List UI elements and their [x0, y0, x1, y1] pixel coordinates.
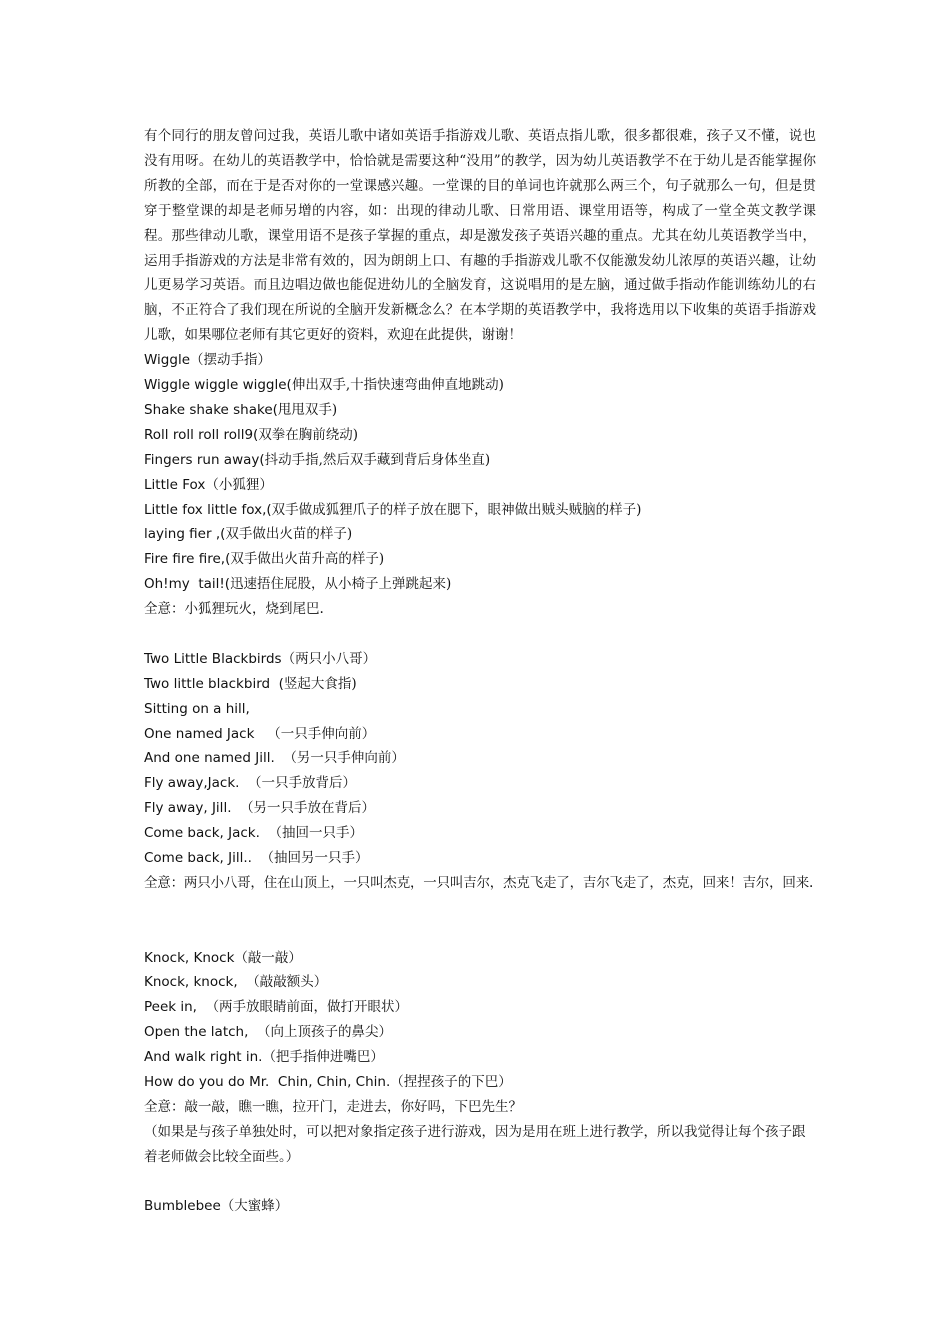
song-line: [144, 498, 816, 523]
lyric-en: And walk right in.: [144, 1049, 263, 1066]
spacer: [144, 622, 816, 647]
lyric-action: （一只手伸向前）: [267, 725, 376, 742]
lyric-action: 双手做出火苗的样子): [225, 526, 353, 543]
song-line: [144, 448, 816, 473]
lyric-en: Knock, knock,: [144, 974, 247, 991]
song-line: [144, 796, 816, 821]
lyric-action: 竖起大食指): [283, 675, 357, 692]
song-line: [144, 995, 816, 1020]
lyric-action: （捏捏孩子的下巴）: [390, 1073, 512, 1090]
lyric-en: Little fox little fox,(: [144, 501, 272, 518]
lyric-en: Fly away,Jack.: [144, 775, 249, 792]
lyric-en: Sitting on a hill,: [144, 700, 250, 717]
song-line: [144, 672, 816, 697]
song-title-en: Bumblebee: [144, 1198, 221, 1215]
song-line: [144, 522, 816, 547]
song-title-cn: （小狐狸）: [205, 476, 273, 493]
lyric-en: And one named Jill.: [144, 750, 284, 767]
lyric-action: 双手做成狐狸爪子的样子放在腮下，眼神做出贼头贼脑的样子): [271, 501, 642, 518]
spacer: [144, 896, 816, 921]
lyric-action: 甩甩双手): [277, 401, 338, 418]
song-line: [144, 746, 816, 771]
song-line: [144, 722, 816, 747]
lyric-action: 抖动手指,然后双手藏到背后身体坐直): [264, 451, 491, 468]
lyric-en: Come back, Jill..: [144, 849, 261, 866]
song-line: [144, 547, 816, 572]
lyric-action: （一只手放背后）: [248, 775, 357, 792]
lyric-en: Two little blackbird (: [144, 675, 284, 692]
song-line: [144, 970, 816, 995]
song-title-en: Knock, Knock: [144, 949, 235, 966]
song-line: [144, 1020, 816, 1045]
song-line: [144, 572, 816, 597]
song-title-en: Two Little Blackbirds: [144, 650, 282, 667]
song-title-en: Little Fox: [144, 476, 206, 493]
lyric-action: （抽回另一只手）: [260, 849, 369, 866]
lyric-action: （把手指伸进嘴巴）: [262, 1049, 384, 1066]
lyric-en: Fingers run away(: [144, 451, 265, 468]
song-line: [144, 398, 816, 423]
lyric-en: Open the latch,: [144, 1024, 257, 1041]
lyric-en: Roll roll roll roll9(: [144, 426, 259, 443]
song-meaning: 全意：两只小八哥，住在山顶上，一只叫杰克，一只叫吉尔，杰克飞走了，吉尔飞走了，杰克，回来！吉尔，回来.: [144, 874, 814, 891]
song-line: [144, 373, 816, 398]
lyric-action: 双手做出火苗升高的样子): [230, 551, 385, 568]
spacer: [144, 1170, 816, 1195]
lyric-action: （另一只手伸向前）: [283, 750, 405, 767]
song-title-cn: （摆动手指）: [190, 352, 271, 369]
song-line: [144, 821, 816, 846]
lyric-action: 双拳在胸前绕动): [258, 426, 359, 443]
lyric-action: （抽回一只手）: [268, 825, 363, 842]
lyric-en: Oh!my tail!(: [144, 576, 231, 593]
song-line: [144, 1070, 816, 1095]
song-title-wiggle: [144, 348, 816, 373]
song-note: （如果是与孩子单独处时，可以把对象指定孩子进行游戏，因为是用在班上进行教学，所以我觉得让每个孩子跟着老师做会比较全面些。）: [144, 1123, 806, 1165]
spacer: [144, 921, 816, 946]
lyric-en: Peek in,: [144, 999, 206, 1016]
document-page: [144, 124, 816, 1219]
song-title-cn: （大蜜蜂）: [220, 1198, 289, 1215]
song-line: [144, 771, 816, 796]
song-title-bumblebee: [144, 1194, 816, 1219]
intro-paragraph: 有个同行的朋友曾问过我，英语儿歌中诸如英语手指游戏儿歌、英语点指儿歌，很多都很难，孩子又不懂，说也没有用呀。在幼儿的英语教学中，恰恰就是需要这种“没用”的教学，因为幼儿英语教学不在于幼儿是否能掌握你所教的全部，而在于是否对你的一堂课感兴趣。一堂课的目的单词也许就那么两三个，句子就那么一句，但是贯穿于整堂课的却是老师另增的内容，如：出现的律动儿歌、日常用语、课堂用语等，构成了一堂全英文教学课程。那些律动儿歌，课堂用语不是孩子掌握的重点，却是激发孩子英语兴趣的重点。尤其在幼儿英语教学当中，运用手指游戏的方法是非常有效的，因为朗朗上口、有趣的手指游戏儿歌不仅能激发幼儿浓厚的英语兴趣，让幼儿更易学习英语。而且边唱边做也能促进幼儿的全脑发育，这说唱用的是左脑，通过做手指动作能训练幼儿的右脑，不正符合了我们现在所说的全脑开发新概念么？在本学期的英语教学中，我将选用以下收集的英语手指游戏儿歌，如果哪位老师有其它更好的资料，欢迎在此提供，谢谢！: [144, 128, 816, 344]
song-title-cn: （敲一敲）: [234, 949, 302, 966]
lyric-en: Shake shake shake(: [144, 401, 278, 418]
lyric-en: laying fier ,(: [144, 526, 226, 543]
song-title-en: Wiggle: [144, 352, 190, 369]
lyric-en: How do you do Mr. Chin, Chin, Chin.: [144, 1073, 391, 1090]
song-meaning: 全意：小狐狸玩火，烧到尾巴.: [144, 601, 324, 618]
song-line: [144, 1045, 816, 1070]
song-line: [144, 423, 816, 448]
song-line: [144, 697, 816, 722]
song-title-cn: （两只小八哥）: [281, 650, 377, 667]
song-title-little-fox: [144, 473, 816, 498]
lyric-action: 迅速捂住屁股，从小椅子上弹跳起来): [230, 576, 452, 593]
lyric-action: 伸出双手,十指快速弯曲伸直地跳动): [291, 377, 504, 394]
lyric-en: One named Jack: [144, 725, 268, 742]
song-title-two-little-blackbirds: [144, 647, 816, 672]
lyric-en: Fly away, Jill.: [144, 800, 241, 817]
lyric-en: Come back, Jack.: [144, 825, 269, 842]
lyric-action: （向上顶孩子的鼻尖）: [256, 1024, 392, 1041]
song-title-knock-knock: [144, 946, 816, 971]
lyric-en: Wiggle wiggle wiggle(: [144, 377, 292, 394]
lyric-en: Fire fire fire,(: [144, 551, 231, 568]
lyric-action: （另一只手放在背后）: [240, 800, 376, 817]
song-line: [144, 846, 816, 871]
lyric-action: （敲敲额头）: [246, 974, 328, 991]
song-meaning: 全意：敲一敲，瞧一瞧，拉开门，走进去，你好吗，下巴先生？: [144, 1098, 522, 1115]
lyric-action: （两手放眼睛前面，做打开眼状）: [205, 999, 409, 1016]
